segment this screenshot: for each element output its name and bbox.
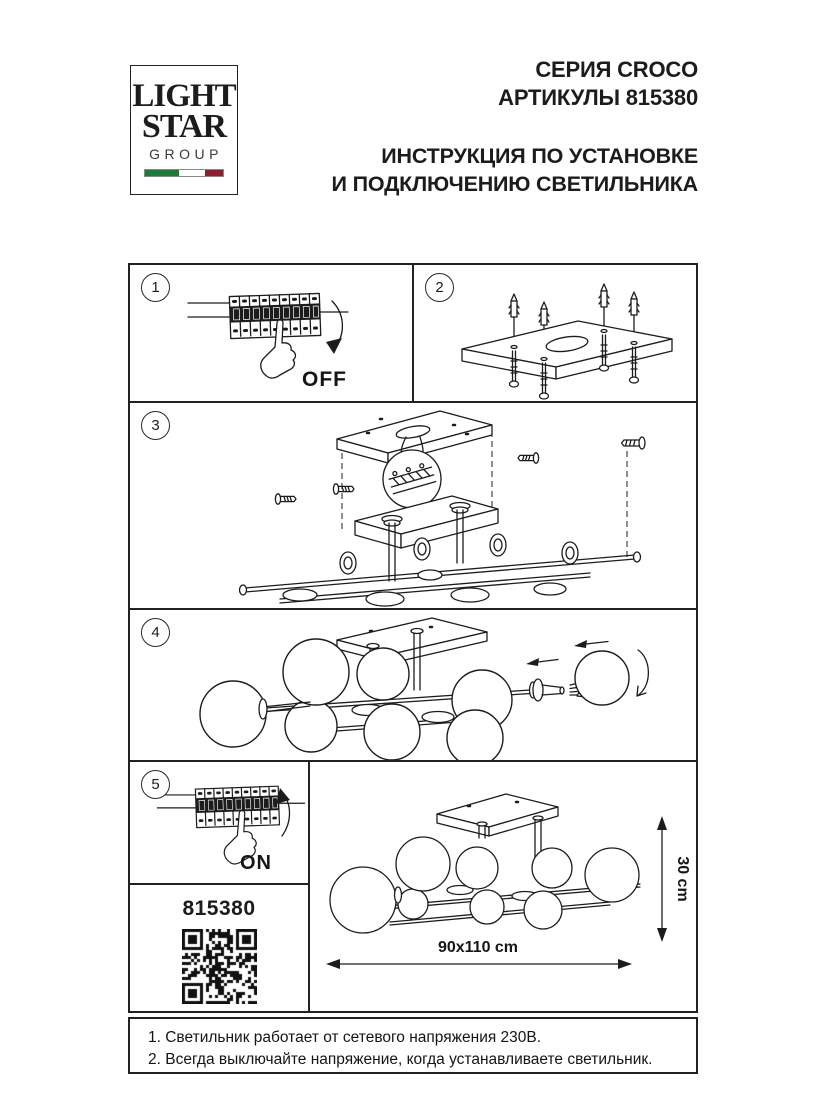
ceiling-plate-icon — [462, 321, 672, 379]
article-number: 815380 — [182, 897, 256, 920]
ceiling-plate-icon — [337, 618, 487, 663]
step-number-badge: 3 — [141, 411, 170, 440]
series-title: СЕРИЯ CROCO — [535, 57, 698, 82]
step-3-panel — [128, 401, 698, 610]
step-4-panel — [128, 608, 698, 762]
step-5-panel — [128, 760, 310, 885]
height-dimension — [657, 816, 691, 942]
globes-install-diagram — [130, 610, 696, 760]
logo-word-star: STAR — [141, 108, 227, 145]
height-label: 30 cm — [674, 856, 691, 902]
instruction-title: ИНСТРУКЦИЯ ПО УСТАНОВКЕ И ПОДКЛЮЧЕНИЮ СВЕТИЛЬНИКА — [331, 144, 698, 196]
wiring-detail-icon — [383, 450, 441, 508]
glass-globe-icon — [575, 651, 629, 705]
arrow-down-icon — [326, 301, 342, 354]
logo-word-light: LIGHT — [132, 78, 236, 114]
on-label: ON — [240, 852, 272, 874]
final-fixture-diagram — [310, 762, 696, 1011]
fixture-frame-icon — [240, 534, 641, 606]
step-number-badge: 2 — [425, 273, 454, 302]
step-number-badge: 5 — [141, 770, 170, 799]
step-number-badge: 1 — [141, 273, 170, 302]
note-2: 2. Всегда выключайте напряжение, когда устанавливаете светильник. — [148, 1051, 653, 1068]
glass-globe-icon — [200, 639, 512, 760]
logo-word-group: GROUP — [149, 146, 223, 162]
width-label: 90x110 cm — [437, 939, 519, 956]
article-qr-panel — [128, 883, 310, 1013]
final-fixture-panel — [308, 760, 698, 1013]
ceiling-plate-icon — [437, 794, 558, 836]
breaker-off-diagram — [130, 265, 413, 401]
glass-globe-icon — [330, 837, 639, 933]
step-1-panel — [128, 263, 415, 403]
mounting-plate-diagram — [414, 265, 696, 401]
italy-flag-icon — [144, 169, 224, 177]
off-label: OFF — [302, 368, 347, 391]
qr-code — [182, 929, 257, 1004]
step-2-panel — [412, 263, 698, 403]
lightstar-logo — [130, 65, 238, 195]
rotate-arrow-icon — [637, 650, 648, 696]
width-dimension — [326, 939, 632, 969]
screw-icon — [275, 437, 645, 504]
note-1: 1. Светильник работает от сетевого напряжения 230В. — [148, 1029, 542, 1046]
socket-icon — [530, 679, 565, 701]
header-titles — [332, 56, 698, 198]
notes-box — [128, 1017, 698, 1074]
step-number-badge: 4 — [141, 618, 170, 647]
assembly-diagram — [130, 403, 696, 608]
article-title: АРТИКУЛЫ 815380 — [498, 85, 698, 110]
